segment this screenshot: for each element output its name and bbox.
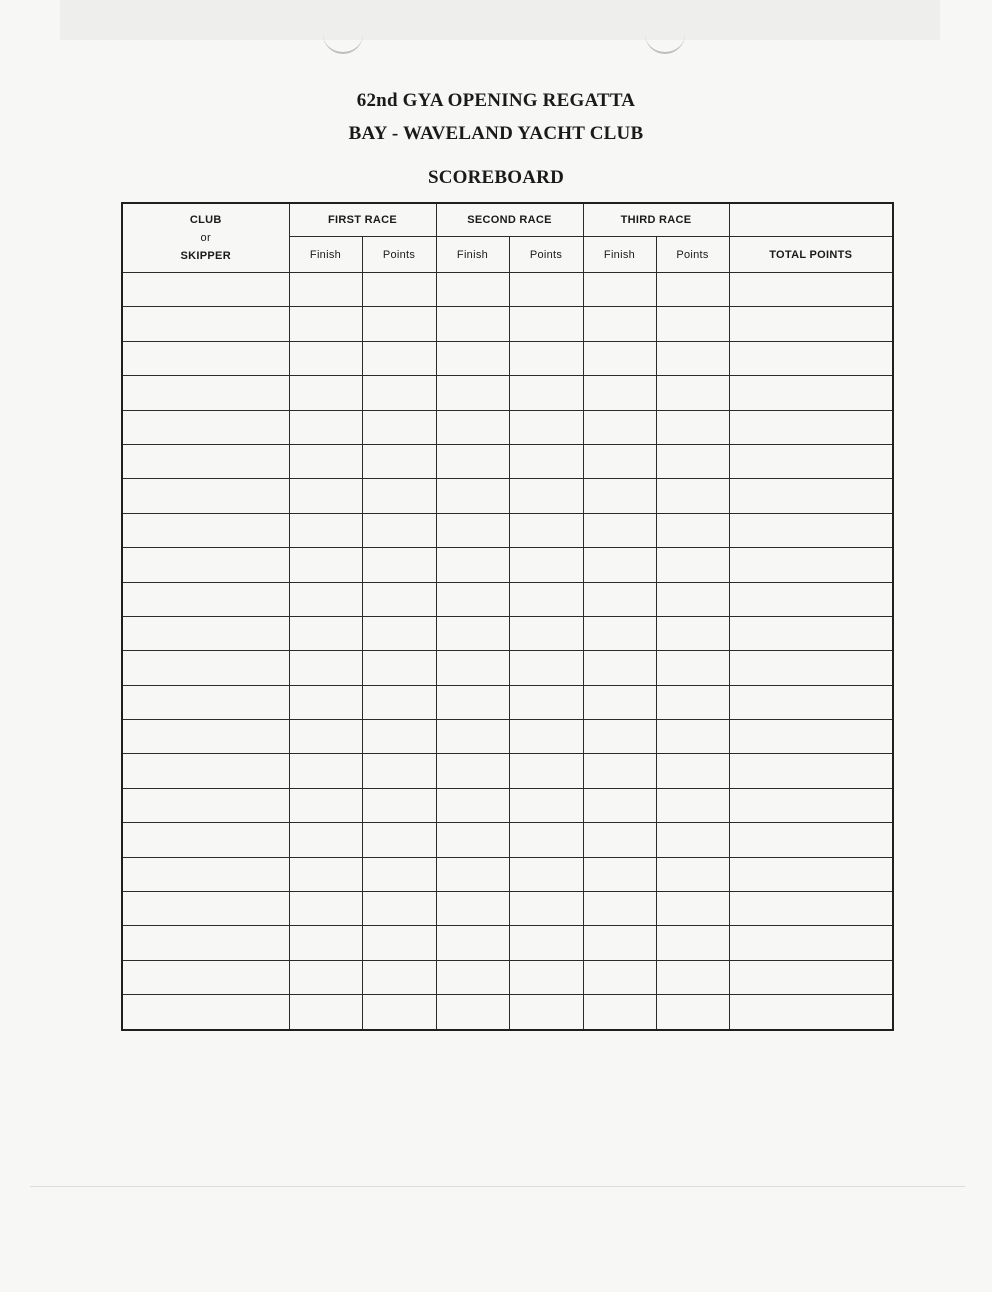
second-points-cell — [509, 926, 583, 960]
second-finish-cell — [436, 651, 509, 685]
table-row — [122, 651, 893, 685]
second-finish-cell — [436, 788, 509, 822]
club-cell — [122, 685, 289, 719]
third-finish-cell — [583, 582, 656, 616]
third-points-cell — [656, 548, 729, 582]
first-points-cell — [362, 926, 436, 960]
third-finish-cell — [583, 548, 656, 582]
third-finish-cell — [583, 960, 656, 994]
second-points-cell — [509, 720, 583, 754]
first-finish-cell — [289, 926, 362, 960]
club-cell — [122, 444, 289, 478]
club-cell — [122, 341, 289, 375]
club-cell — [122, 376, 289, 410]
total-points-cell — [729, 960, 893, 994]
table-row — [122, 273, 893, 307]
total-points-cell — [729, 651, 893, 685]
second-finish-cell — [436, 513, 509, 547]
third-points-cell — [656, 960, 729, 994]
total-points-cell — [729, 479, 893, 513]
second-finish-cell — [436, 444, 509, 478]
table-row — [122, 720, 893, 754]
third-finish-cell — [583, 754, 656, 788]
first-finish-cell — [289, 513, 362, 547]
third-finish-cell — [583, 857, 656, 891]
first-finish-cell — [289, 960, 362, 994]
first-finish-cell — [289, 479, 362, 513]
second-race-finish-header: Finish — [436, 237, 509, 273]
second-finish-cell — [436, 995, 509, 1030]
first-finish-cell — [289, 823, 362, 857]
first-points-cell — [362, 857, 436, 891]
second-finish-cell — [436, 960, 509, 994]
second-finish-cell — [436, 823, 509, 857]
third-points-cell — [656, 479, 729, 513]
total-points-cell — [729, 892, 893, 926]
first-finish-cell — [289, 685, 362, 719]
table-row — [122, 788, 893, 822]
third-points-cell — [656, 651, 729, 685]
second-points-cell — [509, 788, 583, 822]
first-points-cell — [362, 995, 436, 1030]
total-points-cell — [729, 720, 893, 754]
club-header-line2: or — [200, 232, 211, 244]
first-points-cell — [362, 720, 436, 754]
third-points-cell — [656, 410, 729, 444]
total-points-header: TOTAL POINTS — [729, 237, 893, 273]
total-points-cell — [729, 616, 893, 650]
third-finish-cell — [583, 892, 656, 926]
third-points-cell — [656, 926, 729, 960]
title-club: BAY - WAVELAND YACHT CLUB — [348, 123, 644, 144]
first-finish-cell — [289, 788, 362, 822]
first-points-cell — [362, 616, 436, 650]
third-points-cell — [656, 341, 729, 375]
table-row — [122, 548, 893, 582]
first-race-header: FIRST RACE — [289, 203, 436, 237]
total-blank-header — [729, 203, 893, 237]
second-finish-cell — [436, 410, 509, 444]
third-points-cell — [656, 582, 729, 616]
third-finish-cell — [583, 788, 656, 822]
first-race-points-header: Points — [362, 237, 436, 273]
table-row — [122, 513, 893, 547]
third-points-cell — [656, 307, 729, 341]
first-points-cell — [362, 479, 436, 513]
table-row — [122, 823, 893, 857]
club-header-line3: SKIPPER — [180, 250, 231, 262]
scoreboard-body — [122, 273, 893, 1030]
third-points-cell — [656, 513, 729, 547]
second-points-cell — [509, 307, 583, 341]
first-points-cell — [362, 273, 436, 307]
first-finish-cell — [289, 548, 362, 582]
third-race-points-header: Points — [656, 237, 729, 273]
scan-top-smudge — [60, 0, 940, 40]
third-finish-cell — [583, 444, 656, 478]
second-finish-cell — [436, 720, 509, 754]
third-race-header: THIRD RACE — [583, 203, 729, 237]
third-points-cell — [656, 995, 729, 1030]
third-finish-cell — [583, 341, 656, 375]
punch-hole-right — [645, 32, 685, 54]
total-points-cell — [729, 341, 893, 375]
third-finish-cell — [583, 376, 656, 410]
club-cell — [122, 788, 289, 822]
club-cell — [122, 754, 289, 788]
total-points-cell — [729, 410, 893, 444]
total-points-cell — [729, 444, 893, 478]
first-points-cell — [362, 548, 436, 582]
second-points-cell — [509, 341, 583, 375]
second-finish-cell — [436, 582, 509, 616]
third-points-cell — [656, 376, 729, 410]
first-points-cell — [362, 754, 436, 788]
second-finish-cell — [436, 616, 509, 650]
club-cell — [122, 960, 289, 994]
punch-hole-left — [323, 32, 363, 54]
third-finish-cell — [583, 273, 656, 307]
second-finish-cell — [436, 548, 509, 582]
second-finish-cell — [436, 376, 509, 410]
second-points-cell — [509, 548, 583, 582]
table-row — [122, 616, 893, 650]
second-points-cell — [509, 273, 583, 307]
club-cell — [122, 479, 289, 513]
total-points-cell — [729, 582, 893, 616]
first-points-cell — [362, 788, 436, 822]
club-cell — [122, 995, 289, 1030]
table-row — [122, 754, 893, 788]
third-finish-cell — [583, 616, 656, 650]
second-points-cell — [509, 754, 583, 788]
second-finish-cell — [436, 754, 509, 788]
second-finish-cell — [436, 273, 509, 307]
third-points-cell — [656, 720, 729, 754]
first-finish-cell — [289, 892, 362, 926]
third-points-cell — [656, 788, 729, 822]
table-row — [122, 995, 893, 1030]
first-points-cell — [362, 341, 436, 375]
second-finish-cell — [436, 926, 509, 960]
club-cell — [122, 548, 289, 582]
third-finish-cell — [583, 307, 656, 341]
title-regatta: 62nd GYA OPENING REGATTA — [356, 90, 636, 111]
table-row — [122, 307, 893, 341]
second-finish-cell — [436, 341, 509, 375]
table-row — [122, 857, 893, 891]
first-finish-cell — [289, 410, 362, 444]
first-finish-cell — [289, 651, 362, 685]
club-cell — [122, 857, 289, 891]
club-cell — [122, 892, 289, 926]
first-finish-cell — [289, 720, 362, 754]
first-finish-cell — [289, 444, 362, 478]
first-finish-cell — [289, 273, 362, 307]
third-finish-cell — [583, 995, 656, 1030]
first-finish-cell — [289, 376, 362, 410]
header-row-races — [122, 203, 893, 237]
table-row — [122, 410, 893, 444]
club-cell — [122, 720, 289, 754]
table-row — [122, 926, 893, 960]
table-row — [122, 892, 893, 926]
table-row — [122, 376, 893, 410]
third-points-cell — [656, 273, 729, 307]
club-cell — [122, 926, 289, 960]
first-points-cell — [362, 823, 436, 857]
total-points-cell — [729, 926, 893, 960]
first-points-cell — [362, 376, 436, 410]
third-points-cell — [656, 616, 729, 650]
page-bottom-edge — [30, 1186, 965, 1187]
third-race-finish-header: Finish — [583, 237, 656, 273]
first-finish-cell — [289, 995, 362, 1030]
total-points-cell — [729, 513, 893, 547]
third-finish-cell — [583, 685, 656, 719]
second-points-cell — [509, 410, 583, 444]
third-finish-cell — [583, 926, 656, 960]
third-finish-cell — [583, 410, 656, 444]
second-finish-cell — [436, 307, 509, 341]
third-points-cell — [656, 444, 729, 478]
second-points-cell — [509, 685, 583, 719]
total-points-cell — [729, 685, 893, 719]
second-finish-cell — [436, 892, 509, 926]
third-finish-cell — [583, 823, 656, 857]
table-row — [122, 685, 893, 719]
third-finish-cell — [583, 513, 656, 547]
third-points-cell — [656, 892, 729, 926]
second-points-cell — [509, 960, 583, 994]
club-cell — [122, 616, 289, 650]
second-race-points-header: Points — [509, 237, 583, 273]
second-points-cell — [509, 444, 583, 478]
second-points-cell — [509, 892, 583, 926]
total-points-cell — [729, 376, 893, 410]
total-points-cell — [729, 823, 893, 857]
total-points-cell — [729, 788, 893, 822]
third-finish-cell — [583, 720, 656, 754]
club-header-line1: CLUB — [189, 214, 222, 226]
first-race-finish-header: Finish — [289, 237, 362, 273]
total-points-cell — [729, 754, 893, 788]
club-cell — [122, 410, 289, 444]
second-points-cell — [509, 857, 583, 891]
first-points-cell — [362, 892, 436, 926]
second-points-cell — [509, 479, 583, 513]
third-points-cell — [656, 857, 729, 891]
total-points-cell — [729, 307, 893, 341]
second-points-cell — [509, 995, 583, 1030]
table-row — [122, 479, 893, 513]
total-points-cell — [729, 548, 893, 582]
first-points-cell — [362, 444, 436, 478]
third-finish-cell — [583, 651, 656, 685]
club-cell — [122, 651, 289, 685]
club-cell — [122, 307, 289, 341]
first-points-cell — [362, 651, 436, 685]
table-row — [122, 341, 893, 375]
club-cell — [122, 823, 289, 857]
title-scoreboard: SCOREBOARD — [427, 167, 565, 188]
club-cell — [122, 582, 289, 616]
club-cell — [122, 513, 289, 547]
first-finish-cell — [289, 857, 362, 891]
third-finish-cell — [583, 479, 656, 513]
first-finish-cell — [289, 307, 362, 341]
second-finish-cell — [436, 857, 509, 891]
third-points-cell — [656, 754, 729, 788]
total-points-cell — [729, 273, 893, 307]
first-finish-cell — [289, 754, 362, 788]
first-finish-cell — [289, 616, 362, 650]
second-points-cell — [509, 651, 583, 685]
second-finish-cell — [436, 685, 509, 719]
third-points-cell — [656, 823, 729, 857]
first-finish-cell — [289, 341, 362, 375]
first-points-cell — [362, 513, 436, 547]
club-skipper-header — [122, 203, 289, 273]
first-points-cell — [362, 582, 436, 616]
scoreboard-table — [121, 202, 894, 1031]
first-points-cell — [362, 307, 436, 341]
first-points-cell — [362, 410, 436, 444]
table-row — [122, 960, 893, 994]
second-race-header: SECOND RACE — [436, 203, 583, 237]
second-finish-cell — [436, 479, 509, 513]
first-finish-cell — [289, 582, 362, 616]
second-points-cell — [509, 823, 583, 857]
total-points-cell — [729, 995, 893, 1030]
second-points-cell — [509, 376, 583, 410]
first-points-cell — [362, 960, 436, 994]
table-row — [122, 582, 893, 616]
third-points-cell — [656, 685, 729, 719]
first-points-cell — [362, 685, 436, 719]
table-row — [122, 444, 893, 478]
club-cell — [122, 273, 289, 307]
second-points-cell — [509, 513, 583, 547]
second-points-cell — [509, 582, 583, 616]
second-points-cell — [509, 616, 583, 650]
total-points-cell — [729, 857, 893, 891]
